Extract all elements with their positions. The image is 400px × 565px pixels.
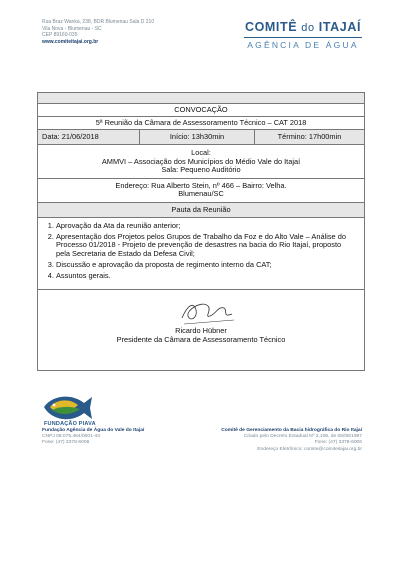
footer-right-phone: Fone: (47) 3378-6006 (314, 440, 362, 446)
signer (38, 327, 364, 344)
footer-right-decree: Criado pelo Decreto Estadual Nº 2.109, de 05/08/1997 (243, 434, 362, 440)
location-label: Local: (191, 148, 211, 157)
website-link[interactable]: www.comiteitajai.org.br (42, 38, 99, 45)
header-address (42, 19, 154, 45)
schedule-row (38, 130, 364, 145)
footer-right (221, 428, 362, 453)
signer-name: Ricardo Hübner (175, 326, 227, 336)
agenda-item: 2. Apresentação dos Projetos pelos Grupos de Trabalho da Foz e do Alto Vale – Análise do Processo 01/2018 - Projeto de prevenção de desastres na bacia do Rio Itajaí, proposto pela Secretaria de Estado da Defesa Civil; (56, 233, 356, 258)
logo-word-comite: COMITÊ (244, 20, 298, 34)
address-line-1: Endereço: Rua Alberto Stein, nº 466 – Bairro: Velha. (115, 180, 287, 190)
logo-divider (244, 37, 362, 38)
logo-subtitle: AGÊNCIA DE ÁGUA (247, 40, 359, 50)
table-header-bar (38, 93, 364, 104)
footer-left-cnpj: CNPJ 08.075.464/0001-43 (42, 434, 100, 440)
agenda-list (38, 218, 364, 290)
address-block (38, 179, 364, 203)
logo-title (242, 20, 364, 34)
address-line: CEP 89160-035 (42, 32, 78, 39)
location-block (38, 145, 364, 179)
doc-title: CONVOCAÇÃO (38, 104, 364, 117)
address-line-2: Blumenau/SC (178, 189, 224, 199)
location-name: AMMVI – Associação dos Municípios do Médio Vale do Itajaí (101, 156, 301, 166)
footer-left-org: Fundação Agência de Água do Vale do Itajaí (42, 428, 145, 433)
location-room: Sala: Pequeno Auditório (161, 165, 241, 175)
meeting-start: Início: 13h30min (140, 130, 255, 144)
signature-block (38, 290, 364, 370)
footer-left-text (42, 428, 144, 447)
comite-logo (242, 20, 364, 50)
meeting-end: Término: 17h00min (277, 132, 342, 141)
footer-right-org: Comitê de Gerenciamento da Bacia hidrográfica do Rio Itajaí (221, 428, 362, 433)
agenda-item: 3. Discussão e aprovação da proposta de regimento interno da CAT; (56, 261, 356, 269)
agenda-item: 1. Aprovação da Ata da reunião anterior; (56, 222, 356, 230)
meeting-date: Data: 21/06/2018 (38, 130, 140, 144)
logo-word-itajai: ITAJAÍ (318, 20, 362, 34)
address-line: Rua Braz Wanka, 238, BDR Blumenau Sala D 210 (42, 19, 155, 25)
footer-brand: FUNDAÇÃO PIAVA (44, 421, 96, 427)
signer-role: Presidente da Câmara de Assessoramento Técnico (116, 334, 286, 344)
convocation-table (37, 92, 365, 371)
logo-word-do: do (301, 22, 315, 34)
footer-left-phone: Fone: (47) 3378-6006 (42, 440, 90, 446)
piava-fish-icon (42, 393, 94, 423)
agenda-item: 4. Assuntos gerais. (56, 272, 356, 280)
agenda-title: Pauta da Reunião (38, 203, 364, 218)
footer-right-email[interactable]: Endereço Eletrônico: comite@comiteitajai.org.br (257, 446, 362, 452)
address-line: Vila Nova - Blumenau - SC (42, 25, 102, 32)
signature-image (178, 296, 238, 328)
meeting-title: 5ª Reunião da Câmara de Assessoramento Técnico – CAT 2018 (38, 117, 364, 130)
